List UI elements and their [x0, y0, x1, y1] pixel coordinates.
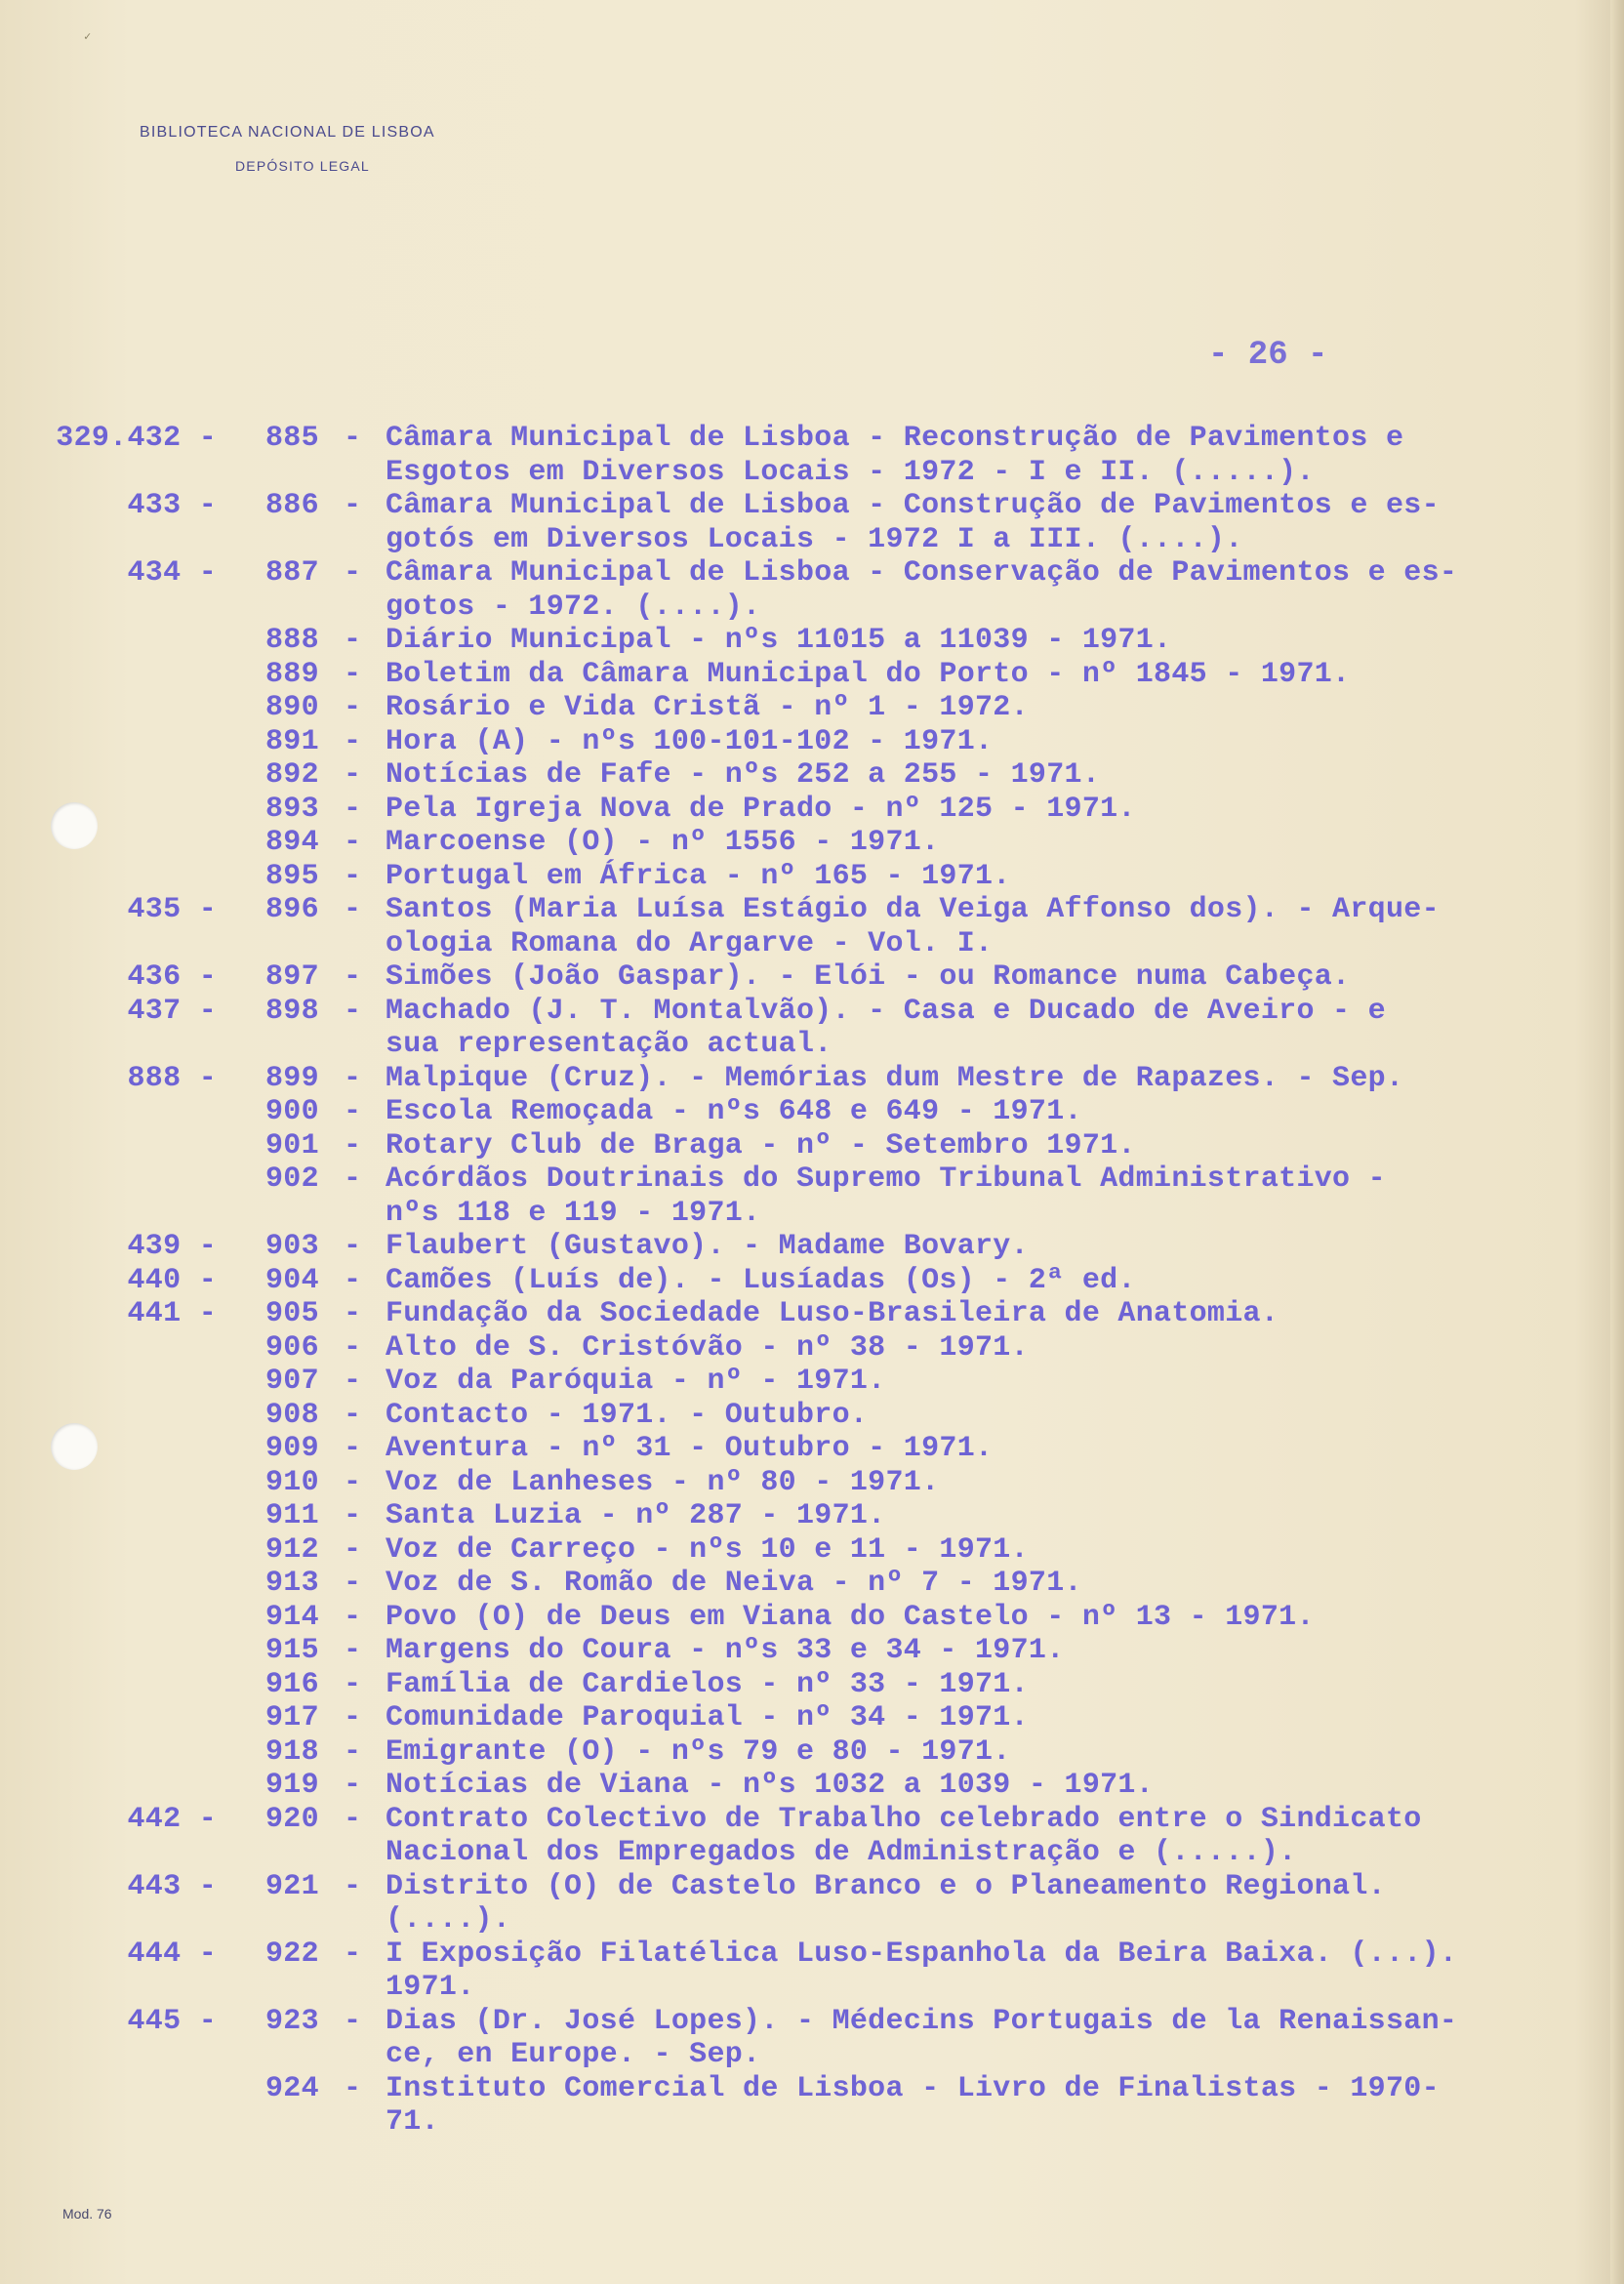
list-item: [0, 1634, 1624, 1668]
accession-number: 437 -: [127, 994, 217, 1028]
list-item: [0, 1297, 1624, 1331]
entry-text: Dias (Dr. José Lopes). - Médecins Portugais de la Renaissan- ce, en Europe. - Sep.: [386, 2004, 1458, 2071]
entry-number: 891: [265, 724, 319, 758]
entry-text: Voz da Paróquia - nº - 1971.: [386, 1365, 886, 1398]
list-item: [0, 893, 1624, 960]
entry-number: 901: [265, 1128, 319, 1162]
entry-list: [0, 422, 1624, 2140]
separator-dash: -: [344, 489, 362, 522]
entry-text: Margens do Coura - nºs 33 e 34 - 1971.: [386, 1634, 1065, 1667]
separator-dash: -: [344, 758, 362, 792]
entry-number: 895: [265, 859, 319, 893]
entry-number: 892: [265, 758, 319, 792]
entry-number: 887: [265, 556, 319, 590]
entry-number: 904: [265, 1263, 319, 1297]
list-item: [0, 1533, 1624, 1568]
entry-number: 915: [265, 1634, 319, 1667]
accession-number: 441 -: [127, 1297, 217, 1330]
list-item: [0, 556, 1624, 624]
list-item: [0, 960, 1624, 995]
entry-text: Pela Igreja Nova de Prado - nº 125 - 1971.: [386, 792, 1136, 826]
entry-number: 885: [265, 422, 319, 455]
entry-text: Voz de Carreço - nºs 10 e 11 - 1971.: [386, 1532, 1029, 1567]
list-item: [0, 658, 1624, 692]
separator-dash: -: [344, 1567, 362, 1600]
separator-dash: -: [344, 1600, 362, 1634]
entry-text: Escola Remoçada - nºs 648 e 649 - 1971.: [386, 1095, 1082, 1128]
separator-dash: -: [344, 691, 362, 724]
separator-dash: -: [344, 1432, 362, 1465]
list-item: [0, 1735, 1624, 1770]
entry-text: Fundação da Sociedade Luso-Brasileira de Anatomia.: [386, 1297, 1279, 1330]
separator-dash: -: [344, 1230, 362, 1263]
entry-number: 921: [265, 1869, 319, 1903]
entry-number: 886: [265, 489, 319, 522]
list-item: [0, 1601, 1624, 1635]
list-item: [0, 2072, 1624, 2140]
entry-number: 896: [265, 893, 319, 926]
separator-dash: -: [344, 994, 362, 1028]
entry-text: Portugal em África - nº 165 - 1971.: [386, 859, 1011, 893]
entry-text: Santa Luzia - nº 287 - 1971.: [386, 1499, 886, 1532]
entry-number: 924: [265, 2071, 319, 2105]
list-item: [0, 1499, 1624, 1533]
separator-dash: -: [344, 2071, 362, 2105]
separator-dash: -: [344, 1128, 362, 1162]
separator-dash: -: [344, 1532, 362, 1567]
entry-text: Distrito (O) de Castelo Branco e o Planeamento Regional. (....).: [386, 1869, 1386, 1937]
entry-text: Marcoense (O) - nº 1556 - 1971.: [386, 826, 940, 859]
entry-text: Alto de S. Cristóvão - nº 38 - 1971.: [386, 1330, 1029, 1365]
entry-number: 914: [265, 1600, 319, 1634]
department-stamp: DEPÓSITO LEGAL: [235, 158, 370, 174]
list-item: [0, 1668, 1624, 1702]
entry-text: Família de Cardielos - nº 33 - 1971.: [386, 1667, 1029, 1701]
entry-text: Câmara Municipal de Lisboa - Reconstrução de Pavimentos e Esgotos em Diversos Locais - 1972 - I e II. (.....).: [386, 422, 1404, 489]
list-item: [0, 1769, 1624, 1803]
list-item: [0, 1230, 1624, 1264]
list-item: [0, 1567, 1624, 1601]
separator-dash: -: [344, 1499, 362, 1532]
accession-number: 444 -: [127, 1937, 217, 1971]
separator-dash: -: [344, 1869, 362, 1903]
accession-number: 443 -: [127, 1869, 217, 1903]
margin-mark: ✓: [84, 30, 92, 44]
entry-text: Simões (João Gaspar). - Elói - ou Romance numa Cabeça.: [386, 960, 1351, 994]
entry-text: Diário Municipal - nºs 11015 a 11039 - 1971.: [386, 624, 1172, 657]
list-item: [0, 1937, 1624, 2005]
separator-dash: -: [344, 1769, 362, 1802]
entry-number: 889: [265, 657, 319, 691]
list-item: [0, 793, 1624, 827]
entry-text: Contrato Colectivo de Trabalho celebrado entre o Sindicato Nacional dos Empregados de Administração e (.....).: [386, 1802, 1422, 1869]
separator-dash: -: [344, 1398, 362, 1432]
separator-dash: -: [344, 2004, 362, 2038]
accession-number: 888 -: [127, 1061, 217, 1095]
list-item: [0, 758, 1624, 793]
list-item: [0, 1432, 1624, 1466]
entry-number: 920: [265, 1802, 319, 1836]
entry-text: Camões (Luís de). - Lusíadas (Os) - 2ª ed.: [386, 1263, 1136, 1297]
entry-text: Câmara Municipal de Lisboa - Construção de Pavimentos e es- gotós em Diversos Locais - 1972 I a III. (....).: [386, 489, 1440, 556]
accession-number: 434 -: [127, 556, 217, 590]
separator-dash: -: [344, 1330, 362, 1365]
list-item: [0, 1701, 1624, 1735]
list-item: [0, 826, 1624, 860]
entry-number: 916: [265, 1667, 319, 1701]
list-item: [0, 1365, 1624, 1399]
entry-number: 906: [265, 1330, 319, 1365]
accession-number: 445 -: [127, 2004, 217, 2038]
list-item: [0, 995, 1624, 1062]
list-item: [0, 1062, 1624, 1096]
entry-text: Voz de S. Romão de Neiva - nº 7 - 1971.: [386, 1567, 1082, 1600]
entry-text: Boletim da Câmara Municipal do Porto - nº 1845 - 1971.: [386, 657, 1351, 691]
entry-number: 902: [265, 1162, 319, 1196]
separator-dash: -: [344, 1263, 362, 1297]
entry-number: 899: [265, 1061, 319, 1095]
list-item: [0, 489, 1624, 556]
entry-number: 907: [265, 1365, 319, 1398]
separator-dash: -: [344, 859, 362, 893]
list-item: [0, 1264, 1624, 1298]
entry-text: Povo (O) de Deus em Viana do Castelo - nº 13 - 1971.: [386, 1600, 1315, 1634]
entry-text: Malpique (Cruz). - Memórias dum Mestre de Rapazes. - Sep.: [386, 1061, 1404, 1095]
entry-number: 897: [265, 960, 319, 994]
entry-text: Flaubert (Gustavo). - Madame Bovary.: [386, 1230, 1029, 1263]
entry-text: Contacto - 1971. - Outubro.: [386, 1398, 869, 1432]
list-item: [0, 1129, 1624, 1163]
entry-number: 911: [265, 1499, 319, 1532]
entry-text: Instituto Comercial de Lisboa - Livro de Finalistas - 1970- 71.: [386, 2071, 1440, 2139]
separator-dash: -: [344, 826, 362, 859]
entry-text: Comunidade Paroquial - nº 34 - 1971.: [386, 1701, 1029, 1734]
separator-dash: -: [344, 422, 362, 455]
entry-number: 919: [265, 1769, 319, 1802]
separator-dash: -: [344, 1465, 362, 1499]
list-item: [0, 691, 1624, 725]
separator-dash: -: [344, 1162, 362, 1196]
separator-dash: -: [344, 1634, 362, 1667]
entry-number: 898: [265, 994, 319, 1028]
list-item: [0, 1331, 1624, 1366]
list-item: [0, 2005, 1624, 2072]
separator-dash: -: [344, 1667, 362, 1701]
separator-dash: -: [344, 1297, 362, 1330]
entry-text: Emigrante (O) - nºs 79 e 80 - 1971.: [386, 1734, 1011, 1769]
separator-dash: -: [344, 556, 362, 590]
list-item: [0, 725, 1624, 759]
entry-number: 890: [265, 691, 319, 724]
separator-dash: -: [344, 960, 362, 994]
entry-text: Machado (J. T. Montalvão). - Casa e Ducado de Aveiro - e sua representação actual.: [386, 994, 1386, 1061]
list-item: [0, 1870, 1624, 1937]
entry-text: Rosário e Vida Cristã - nº 1 - 1972.: [386, 691, 1029, 724]
entry-number: 917: [265, 1701, 319, 1734]
separator-dash: -: [344, 657, 362, 691]
list-item: [0, 1095, 1624, 1129]
accession-number: 440 -: [127, 1263, 217, 1297]
entry-number: 888: [265, 624, 319, 657]
entry-number: 905: [265, 1297, 319, 1330]
entry-number: 923: [265, 2004, 319, 2038]
list-item: [0, 1162, 1624, 1230]
entry-text: Hora (A) - nºs 100-101-102 - 1971.: [386, 724, 994, 758]
entry-text: Aventura - nº 31 - Outubro - 1971.: [386, 1432, 994, 1465]
entry-number: 910: [265, 1465, 319, 1499]
list-item: [0, 422, 1624, 489]
list-item: [0, 1466, 1624, 1500]
entry-number: 908: [265, 1398, 319, 1432]
accession-number: 439 -: [127, 1230, 217, 1263]
entry-number: 903: [265, 1230, 319, 1263]
accession-number: 442 -: [127, 1802, 217, 1836]
entry-text: Santos (Maria Luísa Estágio da Veiga Affonso dos). - Arque- ologia Romana do Argarve - Vol. I.: [386, 893, 1440, 960]
entry-text: Voz de Lanheses - nº 80 - 1971.: [386, 1465, 940, 1499]
entry-number: 893: [265, 792, 319, 826]
separator-dash: -: [344, 724, 362, 758]
entry-number: 913: [265, 1567, 319, 1600]
entry-number: 912: [265, 1532, 319, 1567]
separator-dash: -: [344, 893, 362, 926]
page-number: - 26 -: [1208, 337, 1328, 374]
entry-text: Rotary Club de Braga - nº - Setembro 1971.: [386, 1128, 1136, 1162]
accession-number: 329.432 -: [56, 422, 217, 455]
separator-dash: -: [344, 1095, 362, 1128]
entry-text: Câmara Municipal de Lisboa - Conservação de Pavimentos e es- gotos - 1972. (....).: [386, 556, 1458, 624]
accession-number: 435 -: [127, 893, 217, 926]
separator-dash: -: [344, 1937, 362, 1971]
entry-number: 900: [265, 1095, 319, 1128]
separator-dash: -: [344, 1365, 362, 1398]
entry-number: 909: [265, 1432, 319, 1465]
accession-number: 433 -: [127, 489, 217, 522]
separator-dash: -: [344, 792, 362, 826]
list-item: [0, 1399, 1624, 1433]
separator-dash: -: [344, 624, 362, 657]
list-item: [0, 860, 1624, 894]
accession-number: 436 -: [127, 960, 217, 994]
library-stamp: BIBLIOTECA NACIONAL DE LISBOA: [140, 124, 435, 141]
separator-dash: -: [344, 1701, 362, 1734]
entry-text: I Exposição Filatélica Luso-Espanhola da Beira Baixa. (...). 1971.: [386, 1937, 1458, 2004]
list-item: [0, 1803, 1624, 1870]
entry-text: Notícias de Fafe - nºs 252 a 255 - 1971.: [386, 758, 1101, 792]
entry-number: 922: [265, 1937, 319, 1971]
entry-number: 918: [265, 1734, 319, 1769]
entry-number: 894: [265, 826, 319, 859]
separator-dash: -: [344, 1061, 362, 1095]
form-label: Mod. 76: [62, 2206, 112, 2222]
separator-dash: -: [344, 1802, 362, 1836]
entry-text: Notícias de Viana - nºs 1032 a 1039 - 1971.: [386, 1769, 1155, 1802]
entry-text: Acórdãos Doutrinais do Supremo Tribunal Administrativo - nºs 118 e 119 - 1971.: [386, 1162, 1386, 1230]
list-item: [0, 624, 1624, 658]
separator-dash: -: [344, 1734, 362, 1769]
